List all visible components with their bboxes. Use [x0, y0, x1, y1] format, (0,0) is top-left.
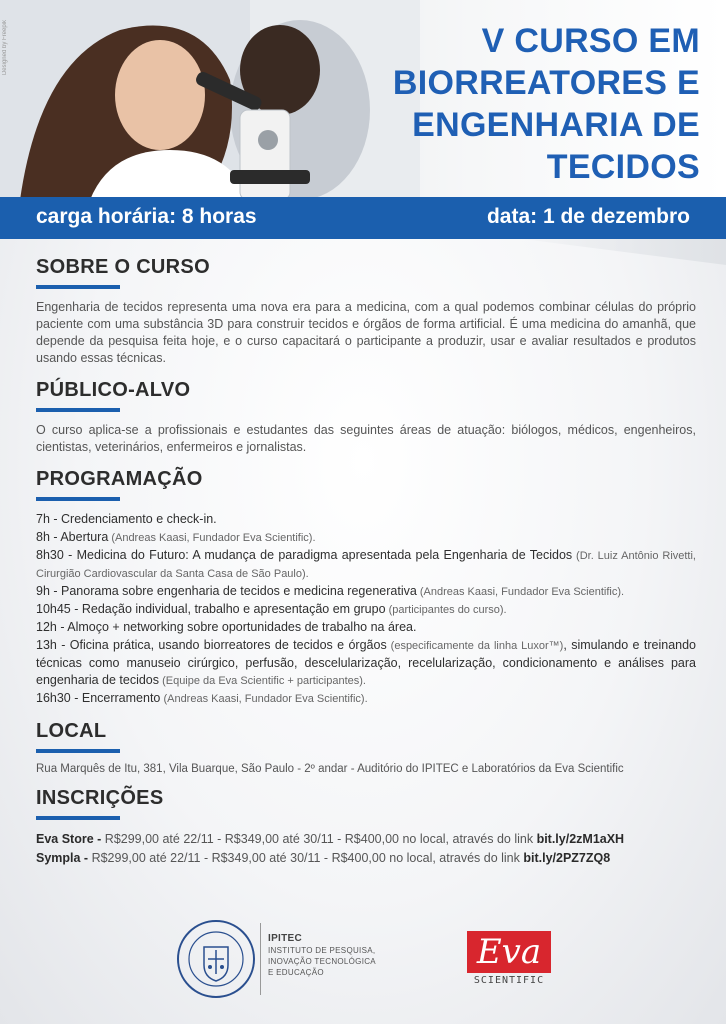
program-item: 13h - Oficina prática, usando biorreatores de tecidos e órgãos (especificamente da linha Luxor™), simulando e treinando técnicas como manuseio cirúrgico, perfusão, descelularização, recelularização, condicionamento e análises para engenharia de tecidos (Equipe da Eva Scientific + participantes).: [36, 638, 697, 687]
program-list: [36, 511, 696, 708]
program-item: 8h - Abertura (Andreas Kaasi, Fundador Eva Scientific).: [36, 530, 316, 544]
program-item: 8h30 - Medicina do Futuro: A mudança de paradigma apresentada pela Engenharia de Tecidos (Dr. Luiz Antônio Rivetti, Cirurgião Cardiovascular da Santa Casa de São Paulo).: [36, 548, 696, 580]
program-item: 16h30 - Encerramento (Andreas Kaasi, Fundador Eva Scientific).: [36, 691, 368, 705]
section-local: [36, 720, 696, 775]
section-program: [36, 468, 696, 708]
photo-credit: Designed by Freepik: [2, 20, 8, 76]
eva-subtitle: SCIENTIFIC: [473, 975, 545, 986]
audience-heading: PÚBLICO-ALVO: [36, 379, 191, 401]
registration-row-eva-store: Eva Store - R$299,00 até 22/11 - R$349,00 até 30/11 - R$400,00 no local, através do link bit.ly/2zM1aXH: [36, 832, 625, 846]
local-heading: LOCAL: [36, 720, 107, 742]
program-heading: PROGRAMAÇÃO: [36, 468, 203, 490]
footer-logos: [0, 915, 726, 1005]
section-audience: [36, 379, 696, 456]
hero-banner: [0, 0, 726, 200]
section-about: [36, 256, 696, 367]
about-heading: SOBRE O CURSO: [36, 256, 210, 278]
program-item: 9h - Panorama sobre engenharia de tecidos e medicina regenerativa (Andreas Kaasi, Fundador Eva Scientific).: [36, 584, 625, 598]
heading-rule: [36, 285, 120, 289]
program-item: 12h - Almoço + networking sobre oportunidades de trabalho na área.: [36, 620, 417, 634]
heading-rule: [36, 816, 120, 820]
program-item: 10h45 - Redação individual, trabalho e apresentação em grupo (participantes do curso).: [36, 602, 507, 616]
santa-casa-seal-icon: [176, 919, 256, 999]
info-band: [0, 197, 726, 239]
logo-divider: [260, 923, 261, 995]
section-registration: [36, 787, 696, 868]
workload-label: carga horária: 8 horas: [36, 205, 257, 228]
main-content: [36, 256, 696, 880]
date-label: data: 1 de dezembro: [486, 205, 690, 228]
audience-text: O curso aplica-se a profissionais e estudantes das seguintes áreas de atuação: biólogos, médicos, engenheiros, cientistas, veterinários, enfermeiros e jornalistas.: [36, 423, 696, 454]
laboratory-photo: [0, 0, 420, 200]
local-address: Rua Marquês de Itu, 381, Vila Buarque, São Paulo - 2º andar - Auditório do IPITEC e Laboratórios da Eva Scientific: [36, 763, 624, 775]
sympla-link[interactable]: bit.ly/2PZ7ZQ8: [523, 851, 611, 865]
eva-scientific-logo: [467, 931, 551, 989]
eva-store-link[interactable]: bit.ly/2zM1aXH: [536, 832, 625, 846]
about-text: Engenharia de tecidos representa uma nova era para a medicina, com a qual podemos combinar células do próprio paciente com uma substância 3D para construir tecidos e órgãos de forma artificial. É uma medicina do amanhã, que depende da pesquisa feita hoje, e o curso capacitará o participante a produzir, usar e avaliar resultados e produtos usando essas técnicas.: [36, 300, 696, 365]
eva-mark: Eva: [467, 931, 551, 973]
heading-rule: [36, 408, 120, 412]
registration-heading: INSCRIÇÕES: [36, 787, 164, 809]
program-item: 7h - Credenciamento e check-in.: [36, 512, 217, 526]
ipitec-logo: IPITEC INSTITUTO DE PESQUISA, INOVAÇÃO TECNOLÓGICA E EDUCAÇÃO: [268, 933, 376, 977]
page-title: V CURSO EM BIORREATORES E ENGENHARIA DE TECIDOS: [392, 22, 700, 186]
heading-rule: [36, 497, 120, 501]
registration-row-sympla: Sympla - R$299,00 até 22/11 - R$349,00 até 30/11 - R$400,00 no local, através do link bit.ly/2PZ7ZQ8: [36, 851, 611, 865]
heading-rule: [36, 749, 120, 753]
